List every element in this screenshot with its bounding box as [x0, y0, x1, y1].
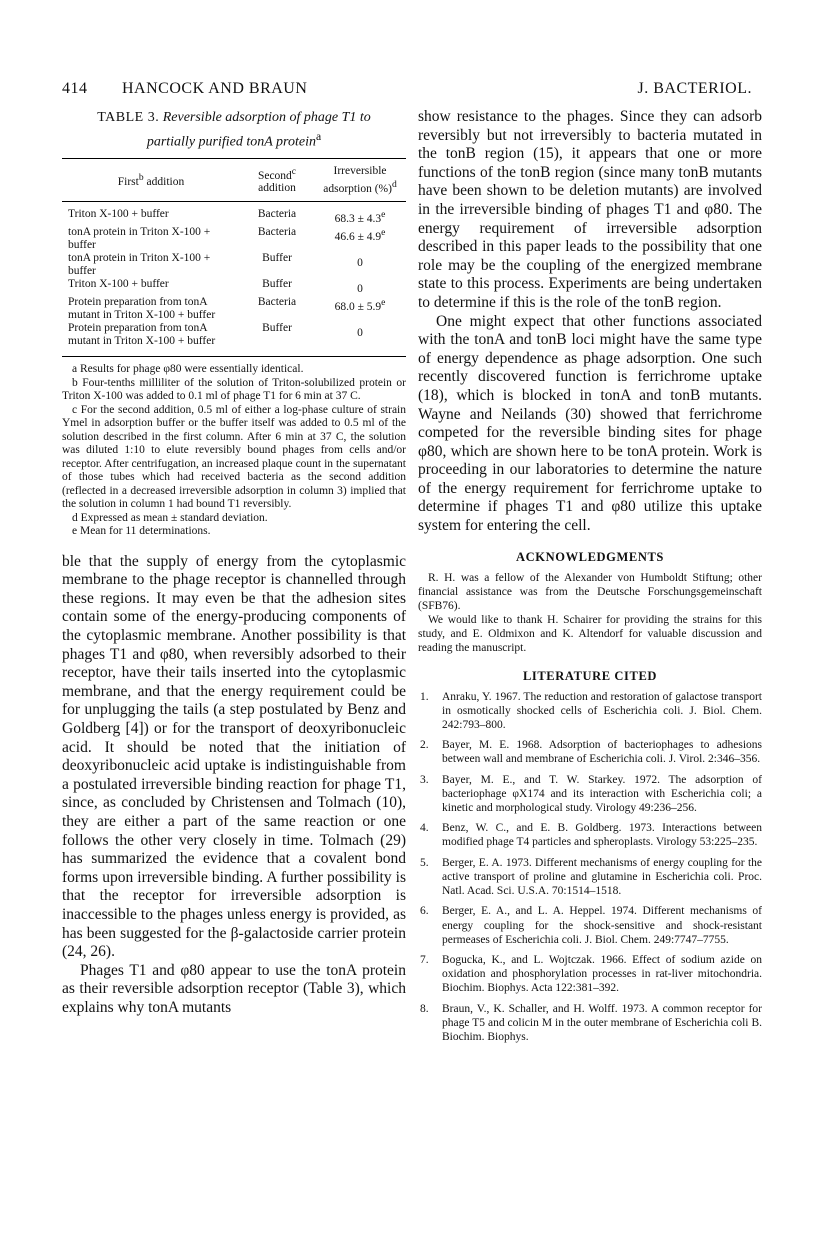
- cell-value: 0: [357, 257, 363, 270]
- reference-item: 8. Braun, V., K. Schaller, and H. Wolff. 1973. A common receptor for phage T5 and colicin M in the outer membrane of Escherichia coli B. Biochim. Biophys.: [420, 1002, 762, 1043]
- table-footnotes: [62, 363, 406, 539]
- table-title-sup: a: [315, 130, 322, 143]
- table-row: [62, 202, 406, 226]
- left-body-text: [62, 553, 406, 1018]
- body-paragraph: ble that the supply of energy from the cytoplasmic membrane to the phage receptor is channelled through these regions. It may even be that the adhesion sites contain some of the energy-producing components of the cytoplasmic membrane. Another possibility is that phages T1 and φ80, when reversibly adsorbed to their receptor, have their tails inserted into the cytoplasmic membrane, and that the energy requirement could be for unplugging the tails (a step postulated by Benz and Goldberg [4]) or for the transport of deoxyribonucleic acid. It should be noted that the initiation of deoxyribonucleic acid uptake is indistinguishable from a postulated irreversible binding reaction for phage T1, since, as concluded by Christensen and Tolmach (10), they are either a part of the same reaction or one follows the other very closely in time. Tolmach (29) has summarized the evidence that a covalent bond forms upon irreversible binding. A further possibility is that the receptor for irreversible adsorption is inaccessible to the phages unless energy is provided, as has been suggested for the β-galactoside carrier protein (24, 26).: [62, 552, 406, 961]
- reference-item: 2. Bayer, M. E. 1968. Adsorption of bacteriophages to adhesions between wall and membrane of Escherichia coli. J. Virol. 2:346–356.: [420, 739, 762, 766]
- body-paragraph: One might expect that other functions associated with the tonA and tonB loci might have the same type of energy dependence as phage adsorption. One such recently discovered function is ferrichrome uptake (18), which is blocked in tonA and tonB mutants. Wayne and Neilands (30) showed that ferrichrome competed for the reversible binding sites for phage φ80, which are shown here to be tonA protein. Work is proceeding in our laboratories to determine the nature of the energy requirement for ferrichrome uptake to determine if phages T1 and φ80 utilize this uptake system for entering the cell.: [418, 312, 762, 535]
- right-body-text: [418, 108, 762, 536]
- cell-first: Protein preparation from tonA mutant in Triton X-100 + buffer: [68, 296, 216, 322]
- right-column: [418, 108, 762, 1050]
- table-caption: [72, 108, 396, 152]
- footnote-b: b Four-tenths milliliter of the solution of Triton-solubilized protein or Triton X-100 was added to 0.1 ml of phage T1 for 6 min at 37 C.: [62, 376, 406, 403]
- footnote-e: e Mean for 11 determinations.: [72, 525, 211, 538]
- left-column: [62, 108, 406, 1017]
- table-title-line2: partially purified tonA protein: [146, 134, 316, 150]
- cell-first: tonA protein in Triton X-100 + buffer: [68, 226, 211, 252]
- footnote-d: d Expressed as mean ± standard deviation.: [72, 511, 268, 524]
- col-header-irreversible: Irreversible adsorption (%)$^d$: [323, 164, 397, 195]
- cell-value: 0: [357, 326, 363, 339]
- body-paragraph: show resistance to the phages. Since they can adsorb reversibly but not irreversibly to bacteria mutated in the tonB region (15), it appears that one or more functions of the tonB region (since many tonB mutants have been shown to be deletion mutants) are involved in the irreversible binding of phages T1 and φ80. The energy requirement of irreversible adsorption described in this paper leads to the possibility that one role may be the coupling of the energized membrane state to this process. Experiments are being undertaken to determine if this is the role of the tonB region.: [418, 108, 762, 311]
- table-row: [62, 322, 406, 357]
- cell-first: tonA protein in Triton X-100 + buffer: [68, 252, 211, 278]
- ack-paragraph: We would like to thank H. Schairer for providing the strains for this study, and E. Oldmixon and K. Altendorf for valuable discussion and reading the manuscript.: [418, 613, 762, 654]
- table-3: [62, 158, 406, 357]
- cell-second: Buffer: [262, 322, 292, 335]
- running-header: [62, 80, 752, 104]
- table-header-row: [62, 158, 406, 202]
- table-row: [62, 278, 406, 296]
- literature-heading: LITERATURE CITED: [522, 668, 658, 683]
- body-paragraph: Phages T1 and φ80 appear to use the tonA protein as their reversible adsorption receptor (Table 3), which explains why tonA mutants: [62, 961, 406, 1016]
- reference-item: 6. Berger, E. A., and L. A. Heppel. 1974. Different mechanisms of energy coupling for the shock-sensitive and shock-resistant permeases of Escherichia coli. J. Biol. Chem. 249:7747–7755.: [420, 905, 762, 946]
- col-header-second: Second$^c$ addition: [257, 165, 297, 195]
- running-authors: HANCOCK AND BRAUN: [122, 80, 308, 97]
- acknowledgments-heading: ACKNOWLEDGMENTS: [516, 549, 664, 564]
- footnote-c: c For the second addition, 0.5 ml of either a log-phase culture of strain Ymel in adsorption buffer or the buffer itself was added to 0.5 ml of the solution described in the first column. After 6 min at 37 C, the solution was diluted 1:10 to elute reversibly bound phages from cells and/or receptor. After centrifugation, an increased plaque count in the supernatant of those tubes which had received bacteria as the second addition (reflected in a decreased irreversible adsorption in column 3) implied that the solution in column 1 had bound T1 reversibly.: [62, 403, 406, 511]
- table-label: TABLE 3.: [97, 110, 160, 125]
- table-row: [62, 252, 406, 278]
- reference-item: 7. Bogucka, K., and L. Wojtczak. 1966. Effect of sodium azide on oxidation and phosphorylation processes in rat-liver mitochondria. Biochim. Biophys. Acta 122:381–392.: [420, 953, 762, 995]
- table-row: [62, 296, 406, 322]
- reference-item: 4. Benz, W. C., and E. B. Goldberg. 1973. Interactions between modified phage T4 particles and spheroplasts. Virology 53:225–235.: [420, 822, 762, 849]
- reference-item: 3. Bayer, M. E., and T. W. Starkey. 1972. The adsorption of bacteriophage φX174 and its interaction with Escherichia coli; a kinetic and morphological study. Virology 49:236–256.: [420, 773, 762, 815]
- col-header-first: First$^b$ addition: [117, 172, 185, 188]
- table-row: [62, 226, 406, 252]
- cell-second: Buffer: [262, 278, 292, 291]
- cell-second: Bacteria: [257, 296, 297, 309]
- journal-name: J. BACTERIOL.: [637, 80, 752, 97]
- reference-list: [418, 690, 762, 1044]
- cell-second: Bacteria: [257, 226, 297, 239]
- cell-value: 0: [357, 283, 363, 296]
- cell-value: 46.6 ± 4.9$^e$: [334, 227, 386, 244]
- cell-second: Bacteria: [257, 208, 297, 221]
- cell-first: Triton X-100 + buffer: [68, 278, 169, 291]
- reference-item: 5. Berger, E. A. 1973. Different mechanisms of energy coupling for the active transport of proline and glutamine in Escherichia coli. Proc. Natl. Acad. Sci. U.S.A. 70:1514–1518.: [420, 856, 762, 898]
- ack-paragraph: R. H. was a fellow of the Alexander von Humboldt Stiftung; other financial assistance was from the Deutsche Forschungsgemeinschaft (SFB76).: [418, 571, 762, 612]
- cell-first: Triton X-100 + buffer: [68, 208, 169, 221]
- cell-first: Protein preparation from tonA mutant in Triton X-100 + buffer: [68, 322, 216, 348]
- acknowledgments-text: [418, 571, 762, 655]
- cell-second: Buffer: [262, 252, 292, 265]
- cell-value: 68.0 ± 5.9$^e$: [334, 297, 386, 313]
- cell-value: 68.3 ± 4.3$^e$: [334, 209, 386, 226]
- footnote-a: a Results for phage φ80 were essentially identical.: [72, 363, 304, 376]
- table-title-line1: Reversible adsorption of phage T1 to: [162, 110, 371, 125]
- reference-item: 1. Anraku, Y. 1967. The reduction and restoration of galactose transport in osmotically shocked cells of Escherichia coli. J. Biol. Chem. 242:793–800.: [420, 690, 762, 732]
- page-number: 414: [62, 80, 88, 97]
